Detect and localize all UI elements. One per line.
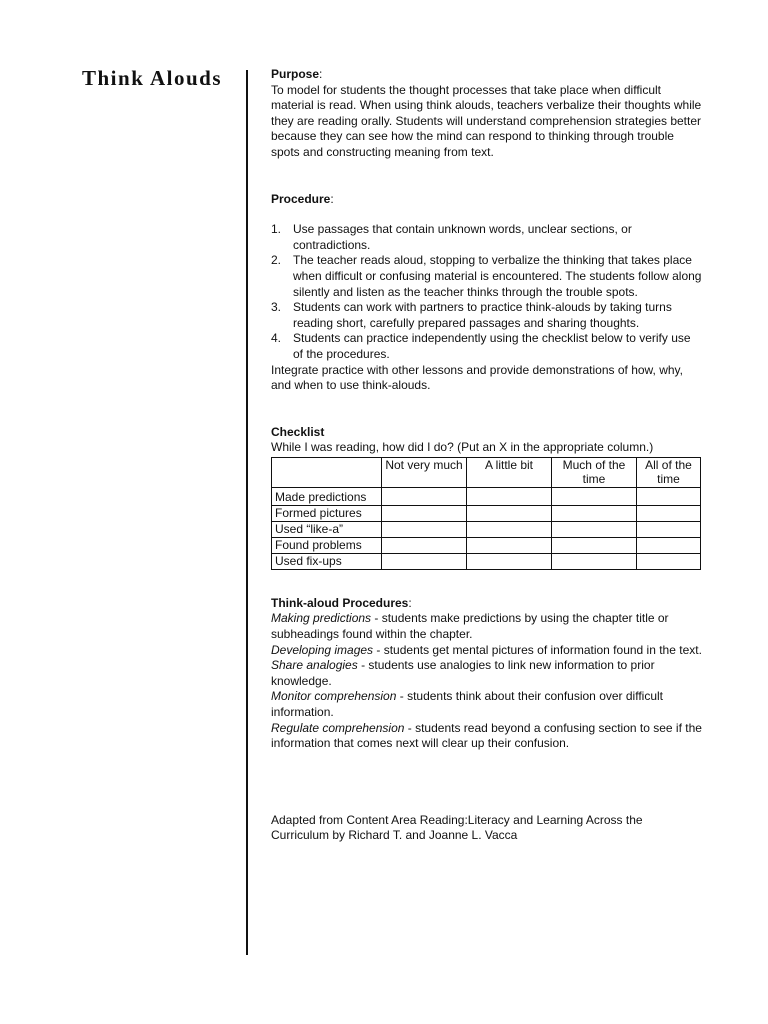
check-cell[interactable] (552, 553, 637, 569)
checklist-table (271, 457, 701, 570)
checklist-heading: Checklist (271, 424, 325, 439)
check-cell[interactable] (382, 553, 467, 569)
check-cell[interactable] (467, 487, 552, 505)
check-cell[interactable] (552, 521, 637, 537)
check-cell[interactable] (637, 537, 701, 553)
procedure-step: 3. Students can work with partners to practice think-alouds by taking turns reading short, carefully prepared passages and sharing thoughts. (271, 300, 672, 330)
think-aloud-item: Developing images - students get mental pictures of information found in the text. (271, 642, 702, 657)
checklist-corner-cell (272, 457, 382, 487)
think-aloud-heading: Think-aloud Procedures: (271, 595, 412, 610)
check-cell[interactable] (467, 553, 552, 569)
check-cell[interactable] (467, 537, 552, 553)
purpose-heading: Purpose: (271, 67, 323, 81)
row-label: Formed pictures (272, 505, 382, 521)
check-cell[interactable] (382, 537, 467, 553)
think-aloud-item: Share analogies - students use analogies to link new information to prior knowledge. (271, 658, 655, 688)
check-cell[interactable] (637, 553, 701, 569)
procedure-closing: Integrate practice with other lessons and provide demonstrations of how, why, and when to use think-alouds. (271, 362, 684, 393)
check-cell[interactable] (382, 521, 467, 537)
table-row (272, 487, 701, 505)
column-header: Not very much (382, 457, 467, 487)
procedure-section (271, 192, 703, 394)
procedure-heading: Procedure: (271, 191, 334, 206)
procedure-steps (271, 222, 703, 362)
checklist-header-row (272, 457, 701, 487)
checklist-section (271, 425, 703, 570)
purpose-text: To model for students the thought processes that take place when difficult material is read. When using think alouds, teachers verbalize their thoughts while they are reading orally. Students will understand comprehension strategies better because they can see how the mind can respond to thinking through trouble spots and constructing meaning from text. (271, 82, 702, 159)
check-cell[interactable] (382, 505, 467, 521)
row-label: Used fix-ups (272, 553, 382, 569)
page-title: Think Alouds (82, 66, 223, 90)
table-row (272, 505, 701, 521)
check-cell[interactable] (382, 487, 467, 505)
main-content (271, 67, 703, 844)
think-aloud-item: Regulate comprehension - students read beyond a confusing section to see if the information that comes next will clear up their confusion. (271, 720, 702, 751)
source-citation: Adapted from Content Area Reading:Literacy and Learning Across the Curriculum by Richard T. and Joanne L. Vacca (271, 812, 643, 843)
check-cell[interactable] (637, 487, 701, 505)
procedure-step: 2. The teacher reads aloud, stopping to verbalize the thinking that takes place when difficult or confusing material is encountered. The students follow along silently and listen as the teacher thinks through the trouble spots. (271, 253, 702, 299)
check-cell[interactable] (467, 521, 552, 537)
procedure-step: 1. Use passages that contain unknown words, unclear sections, or contradictions. (271, 222, 632, 252)
think-aloud-item: Making predictions - students make predictions by using the chapter title or subheadings found within the chapter. (271, 611, 669, 642)
column-header: All of the time (637, 457, 701, 487)
procedure-step: 4. Students can practice independently using the checklist below to verify use of the procedures. (271, 331, 691, 361)
check-cell[interactable] (552, 487, 637, 505)
checklist-instruction: While I was reading, how did I do? (Put an X in the appropriate column.) (271, 440, 654, 455)
think-aloud-item: Monitor comprehension - students think about their confusion over difficult information. (271, 689, 664, 720)
check-cell[interactable] (637, 521, 701, 537)
vertical-divider (246, 70, 248, 955)
check-cell[interactable] (552, 537, 637, 553)
check-cell[interactable] (467, 505, 552, 521)
column-header: Much of the time (552, 457, 637, 487)
row-label: Used “like-a” (272, 521, 382, 537)
table-row (272, 537, 701, 553)
column-header: A little bit (467, 457, 552, 487)
think-aloud-section (271, 596, 703, 752)
row-label: Found problems (272, 537, 382, 553)
row-label: Made predictions (272, 487, 382, 505)
check-cell[interactable] (637, 505, 701, 521)
table-row (272, 521, 701, 537)
check-cell[interactable] (552, 505, 637, 521)
purpose-section (271, 67, 703, 161)
table-row (272, 553, 701, 569)
